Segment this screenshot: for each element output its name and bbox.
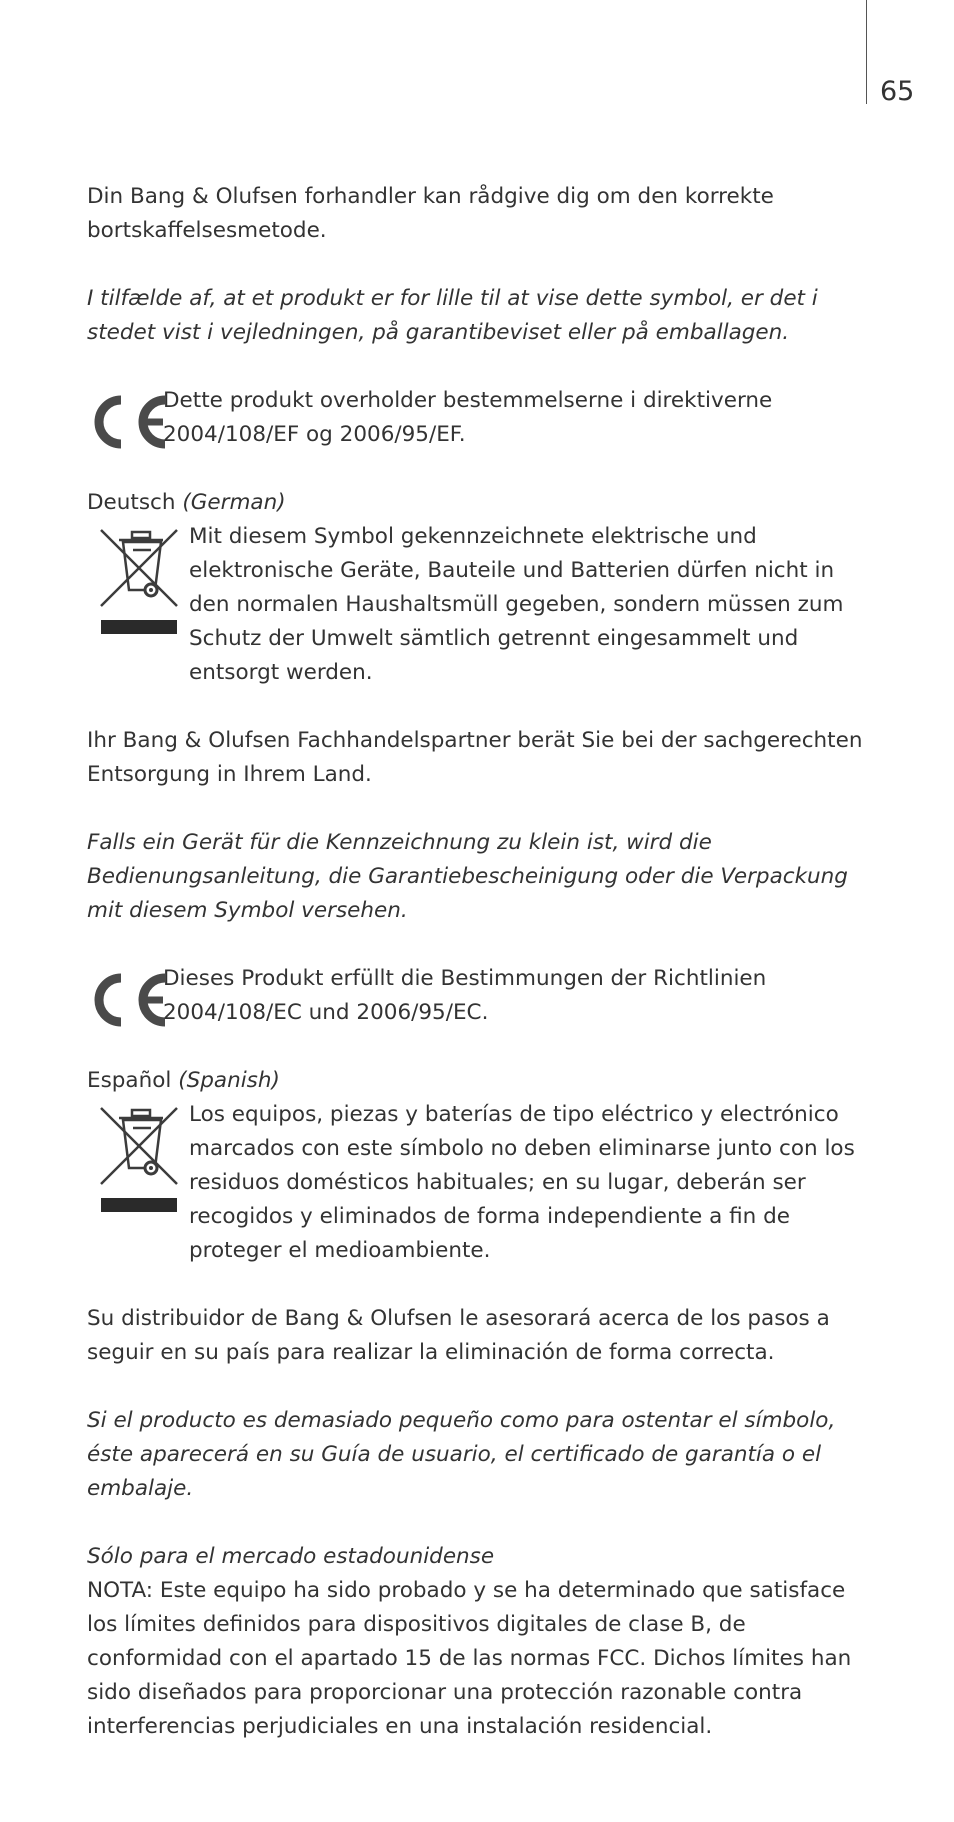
danish-ce-text: Dette produkt overholder bestemmelserne i direktiverne 2004/108/EF og 2006/95/EF. bbox=[163, 388, 773, 447]
spanish-dealer-text: Su distribuidor de Bang & Olufsen le asesorará acerca de los pasos a seguir en su país para realizar la eliminación de forma correcta. bbox=[87, 1306, 830, 1365]
crossed-out-bin-icon bbox=[97, 524, 187, 636]
us-market-note: NOTA: Este equipo ha sido probado y se ha determinado que satisface los límites definidos para dispositivos digitales de clase B, de conformidad con el apartado 15 de las normas FCC. Dichos límites han sido diseñados para proporcionar una protección razonable contra interferencias perjudiciales en una instalación residencial. bbox=[87, 1578, 852, 1739]
spanish-heading-sub: (Spanish) bbox=[178, 1068, 280, 1093]
spanish-weee-block bbox=[87, 1098, 877, 1268]
spanish-heading bbox=[87, 1064, 877, 1098]
german-weee-text: Mit diesem Symbol gekennzeichnete elektrische und elektronische Geräte, Bauteile und Batterien dürfen nicht in den normalen Haushaltsmüll gegeben, sondern müssen zum Schutz der Umwelt sämtlich getrennt eingesammelt und entsorgt werden. bbox=[189, 524, 844, 685]
spanish-small-product-text: Si el producto es demasiado pequeño como para ostentar el símbolo, éste aparecerá en su Guía de usuario, el certificado de garantía o el embalaje. bbox=[87, 1408, 836, 1501]
german-ce-text: Dieses Produkt erfüllt die Bestimmungen der Richtlinien 2004/108/EC und 2006/95/EC. bbox=[163, 966, 767, 1025]
ce-mark-icon bbox=[91, 970, 171, 1030]
page-content bbox=[87, 180, 877, 1744]
german-small-product-text: Falls ein Gerät für die Kennzeichnung zu klein ist, wird die Bedienungsanleitung, die Garantiebescheinigung oder die Verpackung mit diesem Symbol versehen. bbox=[87, 830, 848, 923]
german-heading-sub: (German) bbox=[182, 490, 286, 515]
danish-small-product-text: I tilfælde af, at et produkt er for lille til at vise dette symbol, er det i stedet vist i vejledningen, på garantibeviset eller på emballagen. bbox=[87, 286, 818, 345]
ce-mark-icon bbox=[91, 392, 171, 452]
spanish-weee-text: Los equipos, piezas y baterías de tipo eléctrico y electrónico marcados con este símbolo no deben eliminarse junto con los residuos domésticos habituales; en su lugar, deberán ser recogidos y eliminados de forma independiente a fin de proteger el medioambiente. bbox=[189, 1102, 855, 1263]
german-ce-block bbox=[87, 962, 877, 1030]
danish-ce-block bbox=[87, 384, 877, 452]
us-market-heading: Sólo para el mercado estadounidense bbox=[87, 1544, 495, 1569]
danish-dealer-text: Din Bang & Olufsen forhandler kan rådgive dig om den korrekte bortskaffelsesmetode. bbox=[87, 184, 774, 243]
page-rule bbox=[866, 0, 867, 104]
crossed-out-bin-icon bbox=[97, 1102, 187, 1214]
german-dealer-text: Ihr Bang & Olufsen Fachhandelspartner berät Sie bei der sachgerechten Entsorgung in Ihrem Land. bbox=[87, 728, 863, 787]
german-weee-block bbox=[87, 520, 877, 690]
page-number: 65 bbox=[880, 76, 915, 107]
german-heading bbox=[87, 486, 877, 520]
german-heading-label: Deutsch bbox=[87, 490, 176, 515]
spanish-heading-label: Español bbox=[87, 1068, 172, 1093]
